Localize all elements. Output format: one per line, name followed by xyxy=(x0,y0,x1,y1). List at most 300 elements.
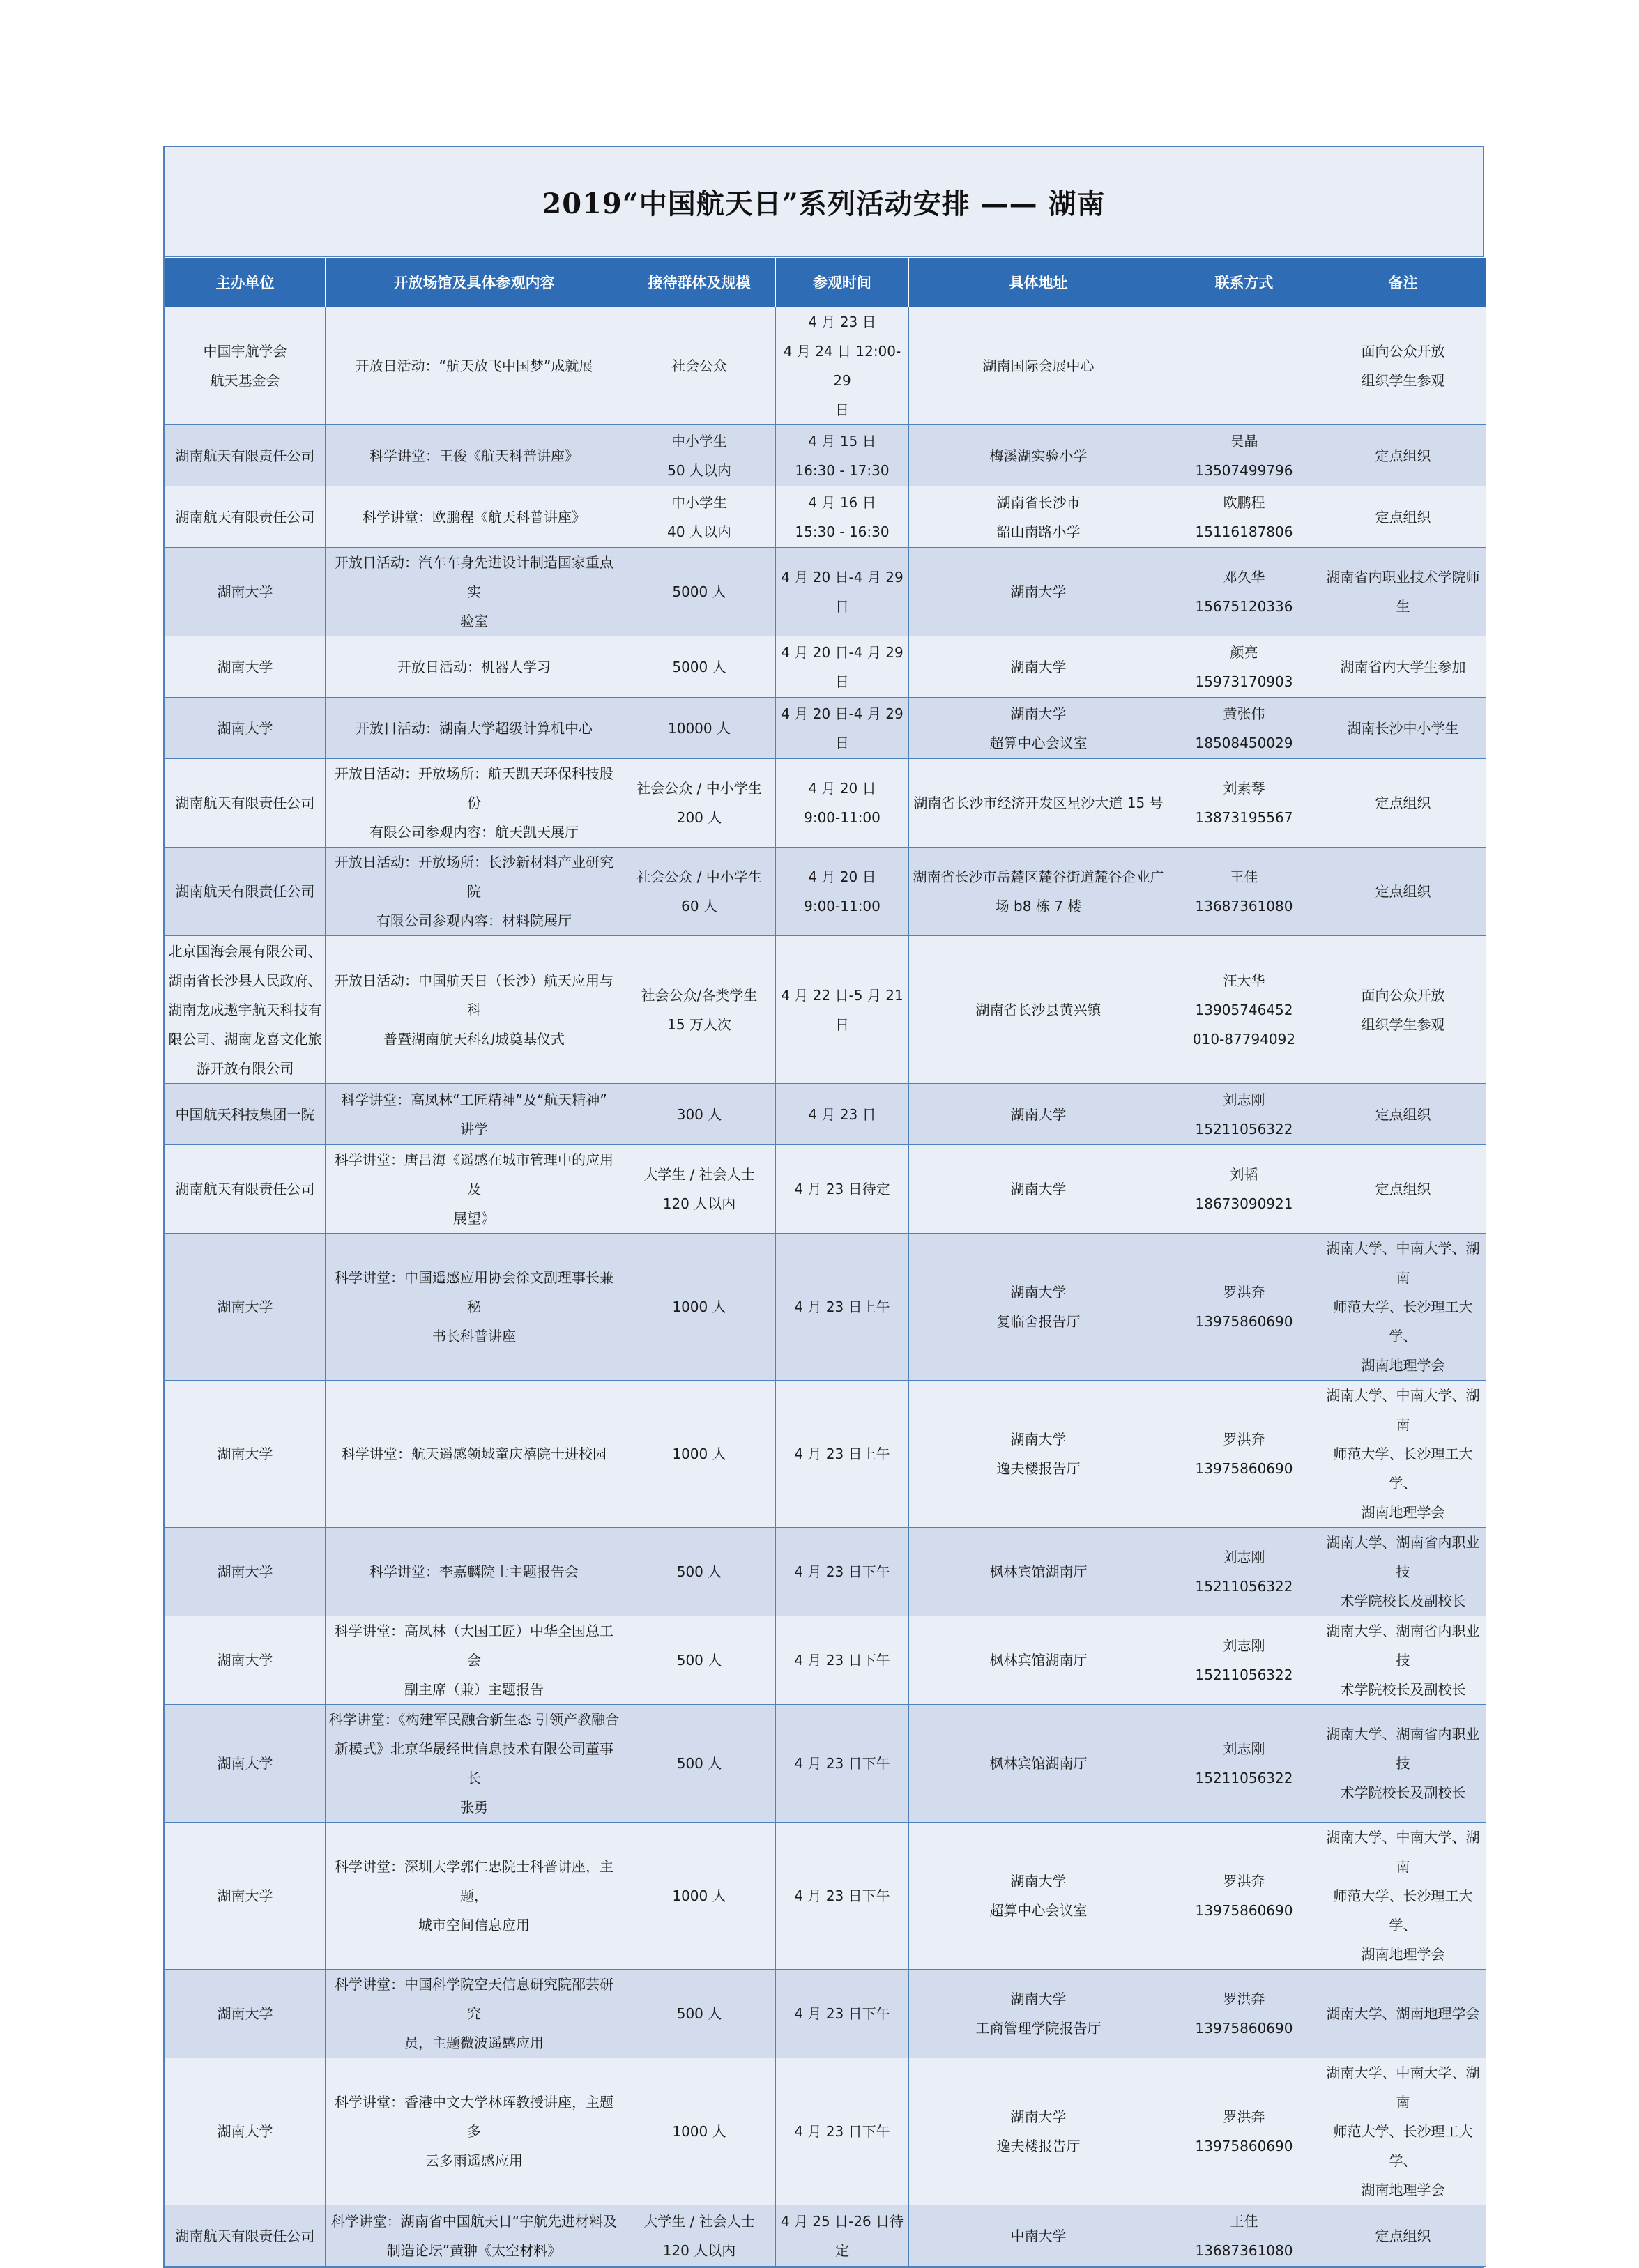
cell-text: 13975860690 xyxy=(1195,1313,1293,1330)
cell-text: 科学讲堂：《构建军民融合新生态 引领产教融合 xyxy=(328,1711,620,1728)
cell-text: 湖南大学 xyxy=(217,1563,273,1580)
cell-text: 湖南省长沙市经济开发区星沙大道 15 号 xyxy=(913,795,1164,811)
cell-text: 新模式》北京华晟经世信息技术有限公司董事长 xyxy=(335,1740,613,1786)
cell-content xyxy=(326,1616,623,1705)
cell-text: 科学讲堂：高凤林“工匠精神”及“航天精神” xyxy=(341,1091,607,1108)
cell-content xyxy=(326,1970,623,2058)
cell-address xyxy=(909,1528,1168,1616)
cell-address xyxy=(909,1616,1168,1705)
cell-text: 湖南地理学会 xyxy=(1361,1504,1445,1521)
cell-text: 术学院校长及副校长 xyxy=(1340,1593,1466,1609)
cell-content xyxy=(326,307,623,425)
cell-text: 复临舍报告厅 xyxy=(996,1313,1081,1330)
cell-text: 湖南大学 xyxy=(217,2005,273,2022)
cell-content xyxy=(326,698,623,759)
table-row xyxy=(165,1084,1486,1145)
cell-text: 普暨湖南航天科幻城奠基仪式 xyxy=(383,1030,565,1048)
cell-audience xyxy=(623,636,776,698)
cell-text: 40 人以内 xyxy=(667,523,731,540)
cell-text: 13975860690 xyxy=(1195,1460,1293,1477)
cell-time xyxy=(776,698,909,759)
cell-text: 罗洪奔 xyxy=(1223,1431,1265,1448)
header-content: 开放场馆及具体参观内容 xyxy=(326,258,623,307)
cell-text: 湖南大学 xyxy=(1010,658,1067,675)
table-body xyxy=(165,307,1486,2267)
cell-text: 湖南省长沙市 xyxy=(996,493,1081,511)
cell-text: 湖南地理学会 xyxy=(1361,1946,1445,1963)
table-row xyxy=(165,936,1486,1084)
cell-text: 大学生 / 社会人士 xyxy=(643,2212,755,2230)
cell-text: 社会公众 / 中小学生 xyxy=(636,868,762,885)
cell-host xyxy=(165,548,326,636)
cell-text: 湖南大学、中南大学、湖南 xyxy=(1326,1387,1480,1433)
cell-content xyxy=(326,548,623,636)
cell-host xyxy=(165,1084,326,1145)
cell-text: 1000 人 xyxy=(672,1887,726,1904)
cell-text: 中小学生 xyxy=(671,432,727,450)
cell-text: 湖南省长沙市岳麓区麓谷街道麓谷企业广 xyxy=(913,868,1164,885)
cell-contact xyxy=(1168,425,1320,486)
page-title: 2019“中国航天日”系列活动安排 —— 湖南 xyxy=(542,187,1106,220)
cell-text: 1000 人 xyxy=(672,2123,726,2140)
cell-contact xyxy=(1168,1234,1320,1381)
cell-address xyxy=(909,425,1168,486)
cell-text: 15211056322 xyxy=(1195,1666,1293,1683)
cell-text: 13905746452 xyxy=(1195,1001,1293,1018)
cell-text: 科学讲堂：香港中文大学林珲教授讲座，主题多 xyxy=(335,2094,613,2140)
cell-text: 罗洪奔 xyxy=(1223,1991,1265,2007)
cell-address xyxy=(909,307,1168,425)
cell-contact xyxy=(1168,848,1320,936)
cell-text: 湖南大学 xyxy=(217,719,273,737)
cell-host xyxy=(165,486,326,548)
header-address: 具体地址 xyxy=(909,258,1168,307)
cell-audience xyxy=(623,1970,776,2058)
cell-text: 200 人 xyxy=(676,809,722,826)
cell-text: 9:00-11:00 xyxy=(804,809,881,826)
cell-text: 开放日活动：“航天放飞中国梦”成就展 xyxy=(355,358,593,374)
cell-text: 湖南大学 xyxy=(1010,1105,1067,1123)
cell-text: 1000 人 xyxy=(672,1298,726,1315)
cell-address xyxy=(909,2058,1168,2205)
table-row xyxy=(165,2205,1486,2267)
cell-text: 湖南地理学会 xyxy=(1361,2182,1445,2198)
cell-text: 员，主题微波遥感应用 xyxy=(404,2035,544,2051)
cell-note xyxy=(1320,936,1486,1084)
cell-text: 湖南大学 xyxy=(1010,705,1067,722)
cell-text: 湖南大学 xyxy=(1010,1284,1067,1301)
cell-text: 开放日活动：开放场所：长沙新材料产业研究院 xyxy=(335,854,613,900)
cell-note xyxy=(1320,848,1486,936)
cell-text: 师范大学、长沙理工大学、 xyxy=(1333,1446,1473,1492)
cell-text: 科学讲堂：中国科学院空天信息研究院邵芸研究 xyxy=(335,1976,613,2022)
cell-text: 15211056322 xyxy=(1195,1578,1293,1595)
cell-text: 定点组织 xyxy=(1375,883,1431,900)
cell-host xyxy=(165,936,326,1084)
cell-text: 湖南国际会展中心 xyxy=(982,358,1095,374)
cell-host xyxy=(165,636,326,698)
cell-text: 湖南省内大学生参加 xyxy=(1340,658,1466,675)
cell-contact xyxy=(1168,548,1320,636)
cell-text: 面向公众开放 xyxy=(1361,343,1445,360)
cell-audience xyxy=(623,1823,776,1970)
cell-audience xyxy=(623,848,776,936)
cell-text: 13507499796 xyxy=(1195,461,1293,479)
cell-host xyxy=(165,1970,326,2058)
cell-text: 大学生 / 社会人士 xyxy=(643,1166,755,1183)
cell-note xyxy=(1320,1234,1486,1381)
cell-time xyxy=(776,1705,909,1823)
cell-content xyxy=(326,1528,623,1616)
cell-address xyxy=(909,636,1168,698)
cell-text: 颜亮 xyxy=(1230,643,1258,661)
cell-text: 4 月 23 日上午 xyxy=(794,1446,890,1462)
cell-text: 4 月 20 日-4 月 29 日 xyxy=(781,569,904,615)
cell-text: 120 人以内 xyxy=(662,2242,736,2259)
cell-text: 湖南大学 xyxy=(217,583,273,600)
cell-address xyxy=(909,548,1168,636)
cell-text: 4 月 23 日下午 xyxy=(794,1887,890,1904)
cell-text: 术学院校长及副校长 xyxy=(1340,1681,1466,1698)
cell-text: 定点组织 xyxy=(1375,508,1431,526)
cell-text: 18673090921 xyxy=(1195,1195,1293,1212)
cell-text: 限公司、湖南龙喜文化旅 xyxy=(168,1030,322,1048)
cell-text: 50 人以内 xyxy=(667,461,731,479)
cell-text: 4 月 23 日下午 xyxy=(794,1755,890,1772)
cell-audience xyxy=(623,936,776,1084)
cell-text: 湖南大学 xyxy=(217,1887,273,1904)
cell-note xyxy=(1320,636,1486,698)
cell-text: 湖南航天有限责任公司 xyxy=(175,508,315,526)
cell-text: 湖南大学 xyxy=(217,658,273,675)
cell-text: 刘韬 xyxy=(1230,1166,1258,1183)
cell-note xyxy=(1320,1084,1486,1145)
cell-audience xyxy=(623,307,776,425)
cell-text: 讲学 xyxy=(460,1120,488,1137)
cell-contact xyxy=(1168,1528,1320,1616)
cell-time xyxy=(776,936,909,1084)
cell-text: 湖南大学 xyxy=(1010,1991,1067,2007)
table-row xyxy=(165,425,1486,486)
cell-text: 湖南大学、中南大学、湖南 xyxy=(1326,1240,1480,1286)
cell-host xyxy=(165,307,326,425)
cell-text: 4 月 23 日 xyxy=(808,314,876,330)
table-row xyxy=(165,2058,1486,2205)
cell-content xyxy=(326,1705,623,1823)
cell-content xyxy=(326,425,623,486)
cell-address xyxy=(909,1381,1168,1528)
cell-text: 制造论坛”黄翀《太空材料》 xyxy=(386,2242,562,2259)
header-time: 参观时间 xyxy=(776,258,909,307)
cell-note xyxy=(1320,2058,1486,2205)
cell-text: 300 人 xyxy=(676,1105,722,1123)
schedule-sheet xyxy=(163,146,1484,2268)
cell-text: 社会公众 xyxy=(671,358,727,374)
cell-text: 社会公众 / 中小学生 xyxy=(636,780,762,797)
cell-audience xyxy=(623,1084,776,1145)
cell-text: 15211056322 xyxy=(1195,1770,1293,1786)
cell-note xyxy=(1320,548,1486,636)
cell-content xyxy=(326,759,623,848)
cell-text: 云多雨遥感应用 xyxy=(425,2152,523,2169)
cell-text: 4 月 20 日 xyxy=(808,868,876,885)
cell-text: 科学讲堂：李嘉麟院士主题报告会 xyxy=(369,1563,579,1580)
cell-text: 4 月 25 日-26 日待定 xyxy=(780,2212,904,2259)
cell-text: 5000 人 xyxy=(672,583,726,600)
cell-text: 开放日活动：机器人学习 xyxy=(397,658,551,675)
cell-address xyxy=(909,1823,1168,1970)
cell-text: 汪大华 xyxy=(1223,972,1265,989)
cell-time xyxy=(776,1970,909,2058)
cell-text: 湖南航天有限责任公司 xyxy=(175,795,315,811)
cell-contact xyxy=(1168,1145,1320,1234)
cell-text: 定点组织 xyxy=(1375,795,1431,811)
cell-text: 湖南省内职业技术学院师 xyxy=(1326,569,1480,585)
cell-text: 13975860690 xyxy=(1195,1902,1293,1919)
cell-time xyxy=(776,307,909,425)
cell-text: 欧鹏程 xyxy=(1223,493,1265,511)
cell-text: 15 万人次 xyxy=(667,1016,731,1033)
cell-text: 韶山南路小学 xyxy=(996,523,1081,540)
cell-contact xyxy=(1168,2058,1320,2205)
table-row xyxy=(165,1616,1486,1705)
cell-address xyxy=(909,1234,1168,1381)
schedule-table xyxy=(165,257,1486,2267)
cell-audience xyxy=(623,486,776,548)
cell-text: 湖南大学、中南大学、湖南 xyxy=(1326,2064,1480,2110)
cell-text: 500 人 xyxy=(676,1755,722,1772)
cell-text: 科学讲堂：王俊《航天科普讲座》 xyxy=(369,447,579,464)
cell-note xyxy=(1320,1145,1486,1234)
cell-text: 500 人 xyxy=(676,1563,722,1580)
cell-time xyxy=(776,1145,909,1234)
cell-time xyxy=(776,759,909,848)
cell-text: 场 b8 栋 7 楼 xyxy=(995,898,1082,914)
cell-time xyxy=(776,425,909,486)
table-row xyxy=(165,1145,1486,1234)
cell-text: 13975860690 xyxy=(1195,2020,1293,2037)
cell-contact xyxy=(1168,1705,1320,1823)
cell-text: 4 月 23 日下午 xyxy=(794,2123,890,2140)
cell-audience xyxy=(623,548,776,636)
cell-time xyxy=(776,636,909,698)
cell-audience xyxy=(623,425,776,486)
cell-text: 黄张伟 xyxy=(1223,705,1265,722)
cell-text: 组织学生参观 xyxy=(1361,372,1445,389)
cell-time xyxy=(776,1381,909,1528)
cell-text: 吴晶 xyxy=(1230,432,1258,450)
cell-text: 湖南大学、湖南地理学会 xyxy=(1326,2005,1480,2022)
cell-text: 术学院校长及副校长 xyxy=(1340,1784,1466,1801)
table-row xyxy=(165,848,1486,936)
cell-content xyxy=(326,848,623,936)
cell-text: 罗洪奔 xyxy=(1223,1284,1265,1301)
cell-text: 湖南大学、湖南省内职业技 xyxy=(1326,1534,1480,1580)
cell-text: 湖南大学 xyxy=(1010,2108,1067,2125)
cell-text: 开放日活动：汽车车身先进设计制造国家重点实 xyxy=(335,554,613,600)
table-row xyxy=(165,486,1486,548)
cell-text: 罗洪奔 xyxy=(1223,1873,1265,1890)
cell-text: 5000 人 xyxy=(672,658,726,675)
cell-text: 超算中心会议室 xyxy=(989,734,1088,751)
cell-text: 湖南大学 xyxy=(217,2123,273,2140)
cell-text: 书长科普讲座 xyxy=(432,1328,516,1344)
cell-address xyxy=(909,759,1168,848)
cell-text: 16:30 - 17:30 xyxy=(795,461,890,479)
cell-text: 工商管理学院报告厅 xyxy=(975,2020,1101,2037)
cell-time xyxy=(776,2058,909,2205)
cell-text: 北京国海会展有限公司、 xyxy=(168,942,322,960)
cell-text: 湖南大学 xyxy=(1010,1181,1067,1197)
cell-text: 邓久华 xyxy=(1223,569,1265,585)
cell-host xyxy=(165,2058,326,2205)
cell-text: 刘志刚 xyxy=(1223,1637,1265,1654)
cell-host xyxy=(165,1234,326,1381)
cell-note xyxy=(1320,1823,1486,1970)
cell-time xyxy=(776,848,909,936)
cell-text: 王佳 xyxy=(1230,2212,1258,2230)
cell-text: 刘志刚 xyxy=(1223,1740,1265,1757)
cell-host xyxy=(165,698,326,759)
cell-text: 验室 xyxy=(460,613,488,629)
header-audience: 接待群体及规模 xyxy=(623,258,776,307)
cell-text: 18508450029 xyxy=(1195,734,1293,751)
cell-audience xyxy=(623,2058,776,2205)
cell-contact xyxy=(1168,2205,1320,2267)
cell-content xyxy=(326,936,623,1084)
table-row xyxy=(165,636,1486,698)
cell-text: 生 xyxy=(1396,598,1410,615)
cell-text: 4 月 22 日-5 月 21 日 xyxy=(781,986,904,1033)
cell-text: 科学讲堂：深圳大学郭仁忠院士科普讲座，主题， xyxy=(335,1858,613,1904)
cell-time xyxy=(776,1528,909,1616)
header-contact: 联系方式 xyxy=(1168,258,1320,307)
header-note: 备注 xyxy=(1320,258,1486,307)
cell-text: 科学讲堂：航天遥感领域童庆禧院士进校园 xyxy=(342,1446,607,1462)
cell-text: 湖南航天有限责任公司 xyxy=(175,2227,315,2244)
cell-text: 科学讲堂：高凤林（大国工匠）中华全国总工会 xyxy=(335,1623,613,1669)
table-row xyxy=(165,1705,1486,1823)
cell-note xyxy=(1320,307,1486,425)
cell-contact xyxy=(1168,307,1320,425)
cell-text: 开放日活动：中国航天日（长沙）航天应用与科 xyxy=(335,972,613,1018)
cell-text: 4 月 15 日 xyxy=(808,432,876,450)
cell-text: 13975860690 xyxy=(1195,2138,1293,2154)
cell-audience xyxy=(623,1616,776,1705)
cell-text: 湖南大学 xyxy=(1010,583,1067,600)
table-row xyxy=(165,1381,1486,1528)
cell-text: 定点组织 xyxy=(1375,1181,1431,1197)
cell-text: 刘志刚 xyxy=(1223,1091,1265,1108)
cell-text: 500 人 xyxy=(676,2005,722,2022)
cell-text: 湖南大学、中南大学、湖南 xyxy=(1326,1829,1480,1875)
cell-text: 4 月 23 日上午 xyxy=(794,1298,890,1315)
cell-text: 枫林宾馆湖南厅 xyxy=(989,1755,1088,1772)
cell-text: 社会公众/各类学生 xyxy=(641,986,758,1004)
cell-audience xyxy=(623,698,776,759)
cell-text: 15:30 - 16:30 xyxy=(795,523,890,540)
cell-text: 湖南长沙中小学生 xyxy=(1347,719,1459,737)
cell-text: 4 月 23 日 xyxy=(808,1105,876,1123)
cell-address xyxy=(909,1084,1168,1145)
cell-text: 中南大学 xyxy=(1010,2227,1067,2244)
cell-text: 日 xyxy=(835,401,849,418)
cell-text: 罗洪奔 xyxy=(1223,2108,1265,2125)
cell-time xyxy=(776,1084,909,1145)
cell-time xyxy=(776,1234,909,1381)
cell-text: 超算中心会议室 xyxy=(989,1902,1088,1919)
cell-text: 湖南省长沙县黄兴镇 xyxy=(975,1001,1101,1018)
cell-text: 开放日活动：开放场所：航天凯天环保科技股份 xyxy=(335,765,613,811)
title-bar xyxy=(165,147,1483,257)
cell-text: 有限公司参观内容：航天凯天展厅 xyxy=(369,824,579,841)
cell-text: 面向公众开放 xyxy=(1361,986,1445,1004)
cell-text: 王佳 xyxy=(1230,868,1258,885)
cell-note xyxy=(1320,2205,1486,2267)
cell-text: 湖南大学 xyxy=(217,1298,273,1315)
table-row xyxy=(165,1823,1486,1970)
cell-text: 组织学生参观 xyxy=(1361,1016,1445,1033)
cell-content xyxy=(326,1381,623,1528)
cell-host xyxy=(165,759,326,848)
cell-host xyxy=(165,1145,326,1234)
cell-text: 航天基金会 xyxy=(210,372,280,389)
cell-host xyxy=(165,425,326,486)
cell-address xyxy=(909,2205,1168,2267)
cell-text: 游开放有限公司 xyxy=(196,1059,294,1077)
cell-note xyxy=(1320,1528,1486,1616)
cell-content xyxy=(326,2058,623,2205)
cell-host xyxy=(165,848,326,936)
cell-text: 湖南大学、湖南省内职业技 xyxy=(1326,1623,1480,1669)
cell-text: 定点组织 xyxy=(1375,1105,1431,1123)
cell-text: 500 人 xyxy=(676,1652,722,1669)
cell-text: 副主席（兼）主题报告 xyxy=(404,1681,544,1698)
cell-note xyxy=(1320,759,1486,848)
cell-text: 湖南地理学会 xyxy=(1361,1357,1445,1374)
cell-text: 湖南大学 xyxy=(1010,1431,1067,1448)
cell-contact xyxy=(1168,486,1320,548)
cell-contact xyxy=(1168,936,1320,1084)
table-row xyxy=(165,698,1486,759)
cell-text: 13687361080 xyxy=(1195,2242,1293,2259)
cell-text: 展望》 xyxy=(453,1210,495,1227)
cell-text: 中国航天科技集团一院 xyxy=(175,1105,315,1123)
cell-time xyxy=(776,2205,909,2267)
cell-host xyxy=(165,1705,326,1823)
cell-text: 4 月 16 日 xyxy=(808,493,876,511)
cell-text: 科学讲堂：欧鹏程《航天科普讲座》 xyxy=(363,508,586,526)
cell-audience xyxy=(623,2205,776,2267)
cell-contact xyxy=(1168,759,1320,848)
cell-address xyxy=(909,698,1168,759)
cell-contact xyxy=(1168,1084,1320,1145)
cell-text: 枫林宾馆湖南厅 xyxy=(989,1652,1088,1669)
cell-contact xyxy=(1168,1823,1320,1970)
cell-text: 师范大学、长沙理工大学、 xyxy=(1333,1887,1473,1933)
cell-address xyxy=(909,1705,1168,1823)
cell-text: 有限公司参观内容：材料院展厅 xyxy=(376,912,572,929)
cell-note xyxy=(1320,698,1486,759)
cell-time xyxy=(776,1823,909,1970)
cell-text: 科学讲堂：湖南省中国航天日“宇航先进材料及 xyxy=(330,2212,618,2230)
cell-text: 湖南航天有限责任公司 xyxy=(175,447,315,464)
cell-content xyxy=(326,1145,623,1234)
cell-text: 9:00-11:00 xyxy=(804,898,881,914)
table-row xyxy=(165,1528,1486,1616)
cell-host xyxy=(165,1616,326,1705)
cell-text: 4 月 24 日 12:00-29 xyxy=(783,343,901,389)
